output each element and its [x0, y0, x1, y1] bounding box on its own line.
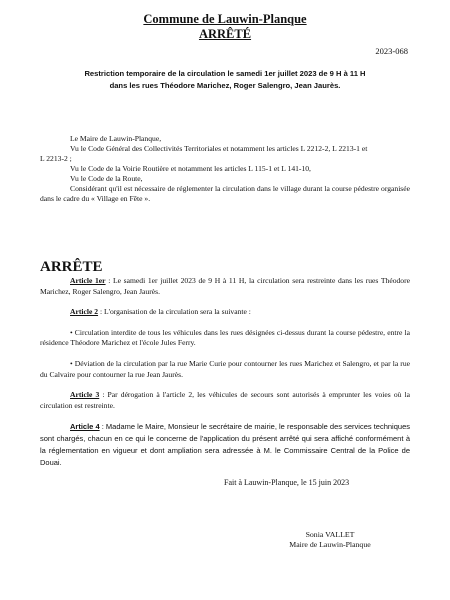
visas-section [40, 134, 410, 204]
article-4-label: Article 4 [70, 422, 100, 432]
mayor-intro: Le Maire de Lauwin-Planque, [70, 134, 162, 143]
place-and-date: Fait à Lauwin-Planque, le 15 juin 2023 [224, 478, 350, 487]
article-2-bullet-2: • Déviation de la circulation par la rue Marie Curie pour contourner les rues Marichez et Salengro, et par la rue du Calvaire pour contourner la rue Jean Jaurès. [40, 358, 410, 379]
bullet-1-text-continued: entre la résidence Théodore Marichez et l'école Jules Ferry. [40, 327, 410, 348]
article-3-text: : Par dérogation à l'article 2, les véhicules de secours sont autorisés à emprunter les voies où la circulation est restreinte. [40, 390, 410, 410]
considerant: Considérant qu'il est nécessaire de réglementer la circulation dans le village durant la course pédestre organisée dans le cadre du « Village en Fête ». [40, 184, 410, 203]
article-1 [40, 276, 410, 297]
article-4-text: : Madame le Maire, Monsieur le secrétaire de mairie, le responsable des services techniques sont chargés, chacun en ce qui le concerne de l'application du présent arrêté qui sera affiché conformément à la réglementation en vigueur et dont ampliation sera adressée à M. le Commissaire Central de la Police de Douai. [40, 422, 410, 468]
document-header [0, 12, 450, 42]
signatory-role: Maire de Lauwin-Planque [289, 540, 371, 549]
document-type-title: ARRÊTÉ [198, 27, 252, 41]
article-3 [40, 390, 410, 411]
visa-route: Vu le Code de la Route, [70, 174, 143, 183]
article-1-label: Article 1er [70, 276, 106, 285]
visa-cgct: Vu le Code Général des Collectivités Territoriales et notamment les articles L 2212-2, L 2213-1 et [70, 144, 368, 153]
bullet-1-text: • Circulation interdite de tous les véhicules dans les rues désignées ci-dessus durant la course pédestre, [70, 327, 386, 337]
article-2-label: Article 2 [70, 307, 99, 317]
article-4 [40, 421, 410, 469]
article-2 [40, 307, 410, 318]
subject-heading [60, 68, 390, 92]
articles-section [40, 276, 410, 479]
subject-line-1: Restriction temporaire de la circulation le samedi 1er juillet 2023 de 9 H à 11 H [84, 69, 366, 78]
subject-line-2: dans les rues Théodore Marichez, Roger Salengro, Jean Jaurès. [109, 81, 341, 90]
visa-voirie: Vu le Code de la Voirie Routière et notamment les articles L 115-1 et L 141-10, [70, 164, 311, 173]
signatory-name: Sonia VALLET [305, 530, 355, 539]
signature-block [270, 530, 390, 550]
visa-cgct-continued: L 2213-2 ; [40, 154, 72, 163]
article-2-bullet-1 [40, 328, 410, 349]
article-3-label: Article 3 [70, 390, 100, 400]
reference-number: 2023-068 [375, 46, 408, 56]
decision-title: ARRÊTE [40, 259, 103, 275]
article-2-text: : L'organisation de la circulation sera la suivante : [98, 307, 251, 317]
article-1-text: : Le samedi 1er juillet 2023 de 9 H à 11 H, la circulation sera restreinte dans les rues Théodore Marichez, Roger Salengro, Jean Jaurès. [40, 276, 411, 296]
commune-name: Commune de Lauwin-Planque [143, 12, 307, 26]
